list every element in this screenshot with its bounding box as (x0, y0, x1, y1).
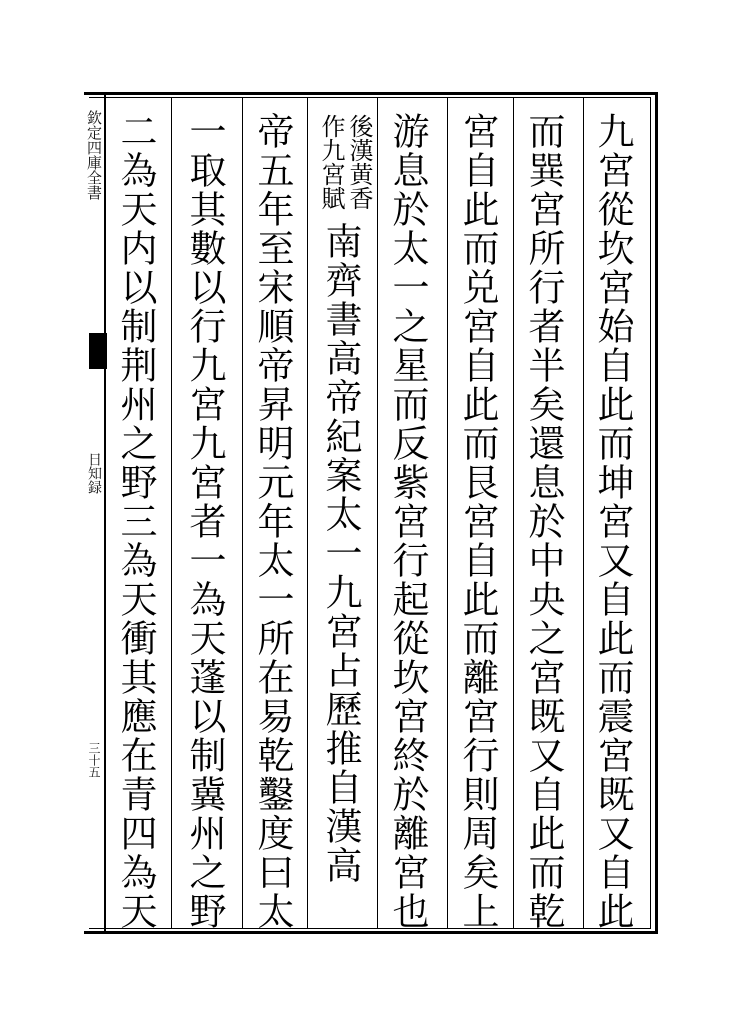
column-rule (307, 97, 308, 929)
text-column-7: 一取其數以行九宮九宮者一為天蓬以制冀州之野 (183, 112, 226, 931)
note-line-2: 作九宮賦 (317, 114, 345, 210)
column-rule (447, 97, 448, 929)
text-column-8: 二為天内以制荆州之野三為天衝其應在青四為天 (114, 112, 157, 931)
text-column-4: 游息於太一之星而反紫宮行起從坎宮終於離宮也 (386, 112, 429, 931)
column-rule (171, 97, 172, 929)
column-rule (513, 97, 514, 929)
column-rule (242, 97, 243, 929)
text-column-2: 而巽宮所行者半矣還息於中央之宮既又自此而乾 (522, 112, 565, 931)
column-rule (377, 97, 378, 929)
fishtail-line (92, 368, 106, 369)
page-frame-inner (89, 97, 651, 929)
fishtail-mark (89, 333, 107, 369)
margin-book-title: 日知録 (86, 452, 102, 494)
margin-strip (84, 92, 106, 934)
text-column-1: 九宮從坎宮始自此而坤宮又自此而震宮既又自此 (591, 112, 634, 931)
text-column-3: 宮自此而兑宮自此而艮宮自此而離宮行則周矣上 (456, 112, 499, 931)
margin-page-number: 三十五 (87, 742, 101, 778)
text-column-5: 南齊書高帝紀案太一九宮占歷推自漢高 (319, 222, 362, 885)
column-rule (583, 97, 584, 929)
note-line-1: 後漢黄香 (345, 114, 373, 210)
margin-title: 欽定四庫全書 (85, 110, 103, 200)
text-column-6: 帝五年至宋順帝昇明元年太一所在易乾鑿度曰太 (251, 112, 294, 931)
